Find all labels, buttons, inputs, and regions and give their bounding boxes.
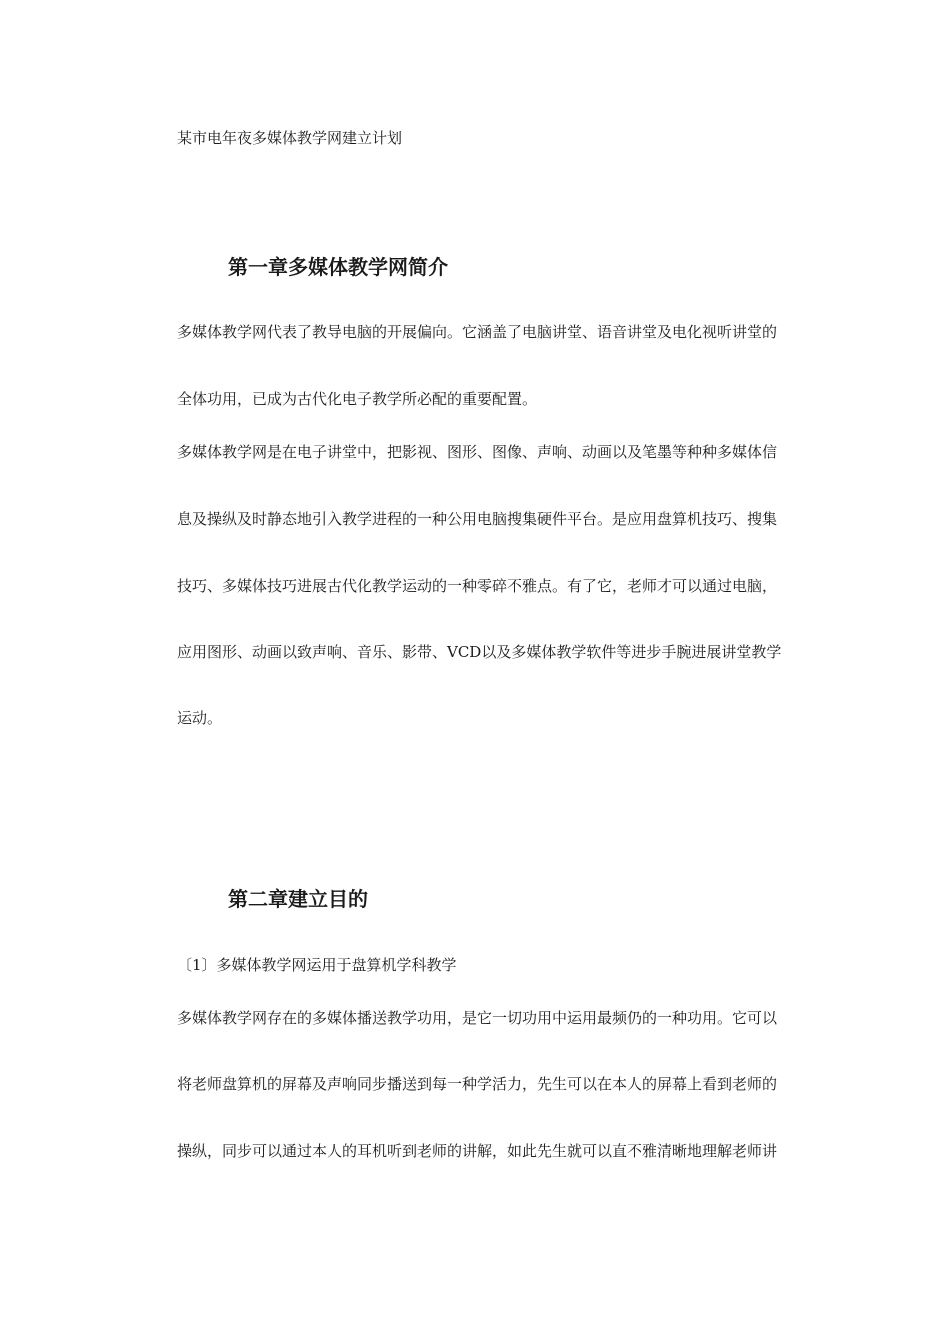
chapter-1-paragraph-2-line-2: 息及操纵及时静态地引入教学进程的一种公用电脑搜集硬件平台。是应用盘算机技巧、搜集	[177, 510, 778, 528]
chapter-1-paragraph-2-line-1: 多媒体教学网是在电子讲堂中，把影视、图形、图像、声响、动画以及笔墨等种种多媒体信	[177, 443, 778, 461]
chapter-1-paragraph-1-line-1: 多媒体教学网代表了教导电脑的开展偏向。它涵盖了电脑讲堂、语音讲堂及电化视听讲堂的	[177, 323, 778, 341]
document-title: 某市电年夜多媒体教学网建立计划	[177, 129, 403, 147]
chapter-1-paragraph-2-line-4: 应用图形、动画以致声响、音乐、影带、VCD以及多媒体教学软件等进步手腕进展讲堂教学	[177, 643, 782, 661]
chapter-2-paragraph-1-line-1: 多媒体教学网存在的多媒体播送教学功用，是它一切功用中运用最频仍的一种功用。它可以	[177, 1009, 778, 1027]
chapter-1-heading: 第一章多媒体教学网简介	[228, 255, 448, 279]
chapter-2-subheading: 〔1〕多媒体教学网运用于盘算机学科教学	[177, 956, 457, 974]
chapter-1-paragraph-1-line-2: 全体功用，已成为古代化电子教学所必配的重要配置。	[177, 390, 538, 408]
chapter-2-paragraph-1-line-2: 将老师盘算机的屏幕及声响同步播送到每一种学活力，先生可以在本人的屏幕上看到老师的	[177, 1075, 778, 1093]
chapter-1-paragraph-2-line-3: 技巧、多媒体技巧进展古代化教学运动的一种零碎不雅点。有了它，老师才可以通过电脑，	[177, 577, 778, 595]
chapter-2-heading: 第二章建立目的	[228, 887, 368, 911]
chapter-1-paragraph-2-line-5: 运动。	[177, 709, 223, 727]
chapter-2-paragraph-1-line-3: 操纵，同步可以通过本人的耳机听到老师的讲解，如此先生就可以直不雅清晰地理解老师讲	[177, 1142, 778, 1160]
